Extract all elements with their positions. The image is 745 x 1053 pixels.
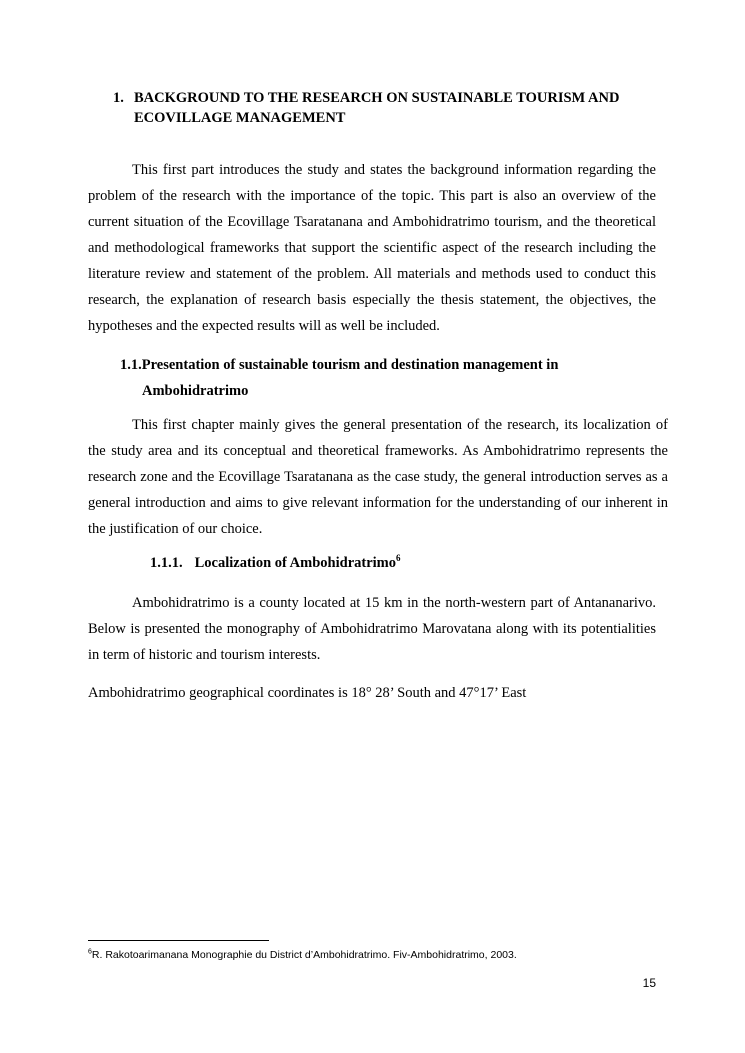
coordinates-paragraph: Ambohidratrimo geographical coordinates is 18° 28’ South and 47°17’ East xyxy=(88,685,527,701)
subsubsection-number: 1.1.1. xyxy=(150,555,183,571)
subsubsection-title: Localization of Ambohidratrimo xyxy=(194,555,397,571)
footnote-separator xyxy=(88,940,269,941)
localization-paragraph: Ambohidratrimo is a county located at 15 km in the north-western part of Antananarivo. Below is presented the monography of Ambohidratrimo Marovatana along with its potentialities in term of historic and tourism interests. xyxy=(88,595,656,663)
subsection-title-line2: Ambohidratrimo xyxy=(142,383,249,399)
section-heading-1 xyxy=(113,88,673,128)
footnote-reference[interactable]: 6 xyxy=(396,553,401,564)
subsection-heading-1-1 xyxy=(120,352,640,404)
subsubsection-heading-1-1-1 xyxy=(150,552,550,574)
section-title: BACKGROUND TO THE RESEARCH ON SUSTAINABLE TOURISM AND ECOVILLAGE MANAGEMENT xyxy=(134,90,620,126)
section-number: 1. xyxy=(113,90,124,106)
footnote-text: R. Rakotoarimanana Monographie du District d’Ambohidratrimo. Fiv-Ambohidratrimo, 2003. xyxy=(91,949,517,961)
subsection-title-line1: 1.1.Presentation of sustainable tourism and destination management in xyxy=(120,357,559,373)
page-number: 15 xyxy=(642,976,656,990)
chapter-paragraph: This first chapter mainly gives the general presentation of the research, its localization of the study area and its conceptual and theoretical frameworks. As Ambohidratrimo represents the research zone and the Ecovillage Tsaratanana as the case study, the general introduction serves as a general introduction and aims to give relevant information for the understanding of our inherent in the justification of our choice. xyxy=(88,417,668,537)
footnote-marker: 6 xyxy=(88,948,92,956)
intro-paragraph: This first part introduces the study and states the background information regarding the problem of the research with the importance of the topic. This part is also an overview of the current situation of the Ecovillage Tsaratanana and Ambohidratrimo tourism, and the theoretical and methodological frameworks that support the scientific aspect of the research including the literature review and statement of the problem. All materials and methods used to conduct this research, the explanation of research basis especially the thesis statement, the objectives, the hypotheses and the expected results will as well be included. xyxy=(88,162,656,334)
footnote xyxy=(88,948,648,962)
